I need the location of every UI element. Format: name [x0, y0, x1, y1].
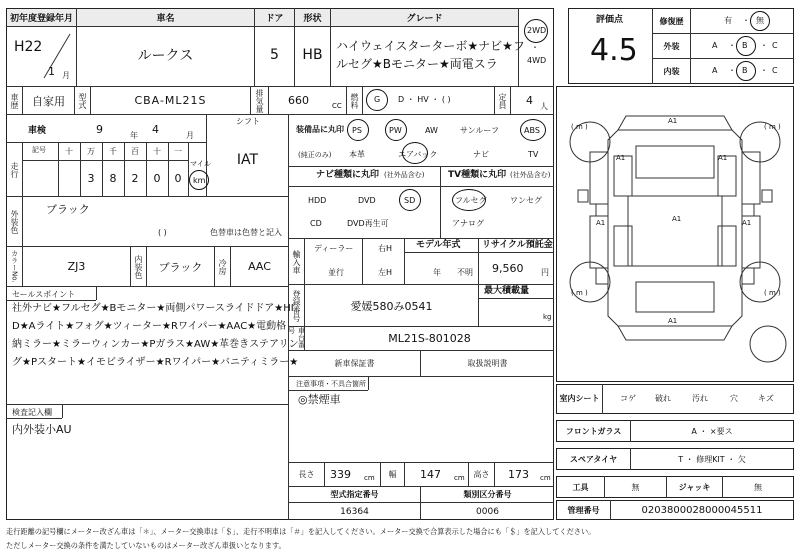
drive-dot: ・	[531, 43, 539, 52]
length-value: 339	[330, 468, 351, 481]
equipment-sub: (純正のみ)	[298, 151, 332, 159]
color-no-label: カラーNo.	[10, 250, 19, 283]
digit-header-4: 十	[153, 147, 161, 156]
inspector-note: 内外装小AU	[12, 423, 72, 436]
sales-line-4: グ★Pスタート★イモビライザー★Rワイパー★バニティミラー★	[12, 357, 299, 368]
shift-label: シフト	[236, 117, 260, 126]
windshield-value: A ・ ×要ス	[691, 426, 733, 436]
inspection-year-unit: 年	[130, 131, 138, 140]
inspection-label: 車検	[27, 125, 46, 136]
score-value: 4.5	[590, 33, 638, 68]
fuel-label: 燃料	[350, 92, 359, 109]
class-no-value: 0006	[476, 506, 499, 517]
unit-km: km	[193, 176, 206, 185]
shape-label: 形状	[295, 9, 330, 26]
car-name-label: 車名	[77, 9, 254, 26]
ac-label: 冷房	[218, 258, 227, 275]
notes-value: ◎禁煙車	[298, 393, 341, 406]
spare-value: T ・ 修理KIT ・ 欠	[678, 454, 746, 464]
ext-grade-b: B	[742, 41, 748, 50]
recycle-yen: 円	[541, 268, 549, 277]
diagram-a1-side-r: A1	[742, 219, 752, 227]
equip-tv: TV	[528, 150, 539, 159]
score-label: 評価点	[596, 15, 624, 25]
int-grade-a: A	[712, 66, 718, 75]
digit-1: 3	[87, 172, 95, 185]
jack-label: ジャッキ	[678, 482, 711, 492]
model: CBA-ML21S	[134, 94, 207, 107]
ext-grade-label: 外装	[663, 41, 680, 51]
max-load-kg: kg	[543, 313, 552, 321]
diagram-mark-tl: ( m )	[571, 123, 588, 131]
sheet-kizu: キズ	[758, 394, 774, 403]
digit-header-0: 十	[65, 147, 73, 156]
type-no-value: 16364	[340, 506, 369, 517]
diagram-a1-front: A1	[668, 117, 678, 125]
manual: 取扱説明書	[467, 359, 508, 368]
windshield-label: フロントガラス	[565, 426, 622, 436]
max-load-label: 最大積載量	[484, 286, 530, 296]
sheet-koge: コゲ	[620, 394, 636, 403]
grade-line-1: ハイウェイスターターボ★ナビ★フ	[336, 39, 525, 53]
inspector-label: 検査記入欄	[12, 408, 52, 417]
unit-mile: マイル	[190, 160, 211, 168]
recycle-label: リサイクル預託金	[482, 240, 553, 250]
chassis-number: ML21S-801028	[388, 332, 471, 345]
registration-plate: 愛媛580み0541	[350, 299, 433, 313]
type-no-label: 型式指定番号	[330, 490, 379, 499]
exterior-label: 外装色	[10, 209, 19, 234]
new-warranty: 新車保証書	[334, 359, 375, 368]
mileage-mark-label: 記号	[32, 146, 46, 154]
door-label: ドア	[255, 9, 294, 26]
ext-grade-c: C	[772, 41, 778, 50]
capacity: 4	[526, 94, 533, 107]
int-grade-label: 内装	[663, 66, 680, 76]
import-label: 輸入車	[292, 249, 301, 274]
reg-year-label: 初年度登録年月	[7, 9, 76, 26]
nav-sub: (社外品含む)	[384, 171, 425, 179]
width-label: 幅	[388, 470, 397, 479]
equip-aw: AW	[425, 126, 438, 135]
height-value: 173	[508, 468, 529, 481]
drive-4wd: 4WD	[527, 56, 547, 65]
grade-line-2: ルセグ★Bモニター★両電スラ	[336, 57, 498, 71]
digit-header-5: 一	[174, 147, 182, 156]
cc-unit: CC	[332, 102, 342, 110]
color-no: ZJ3	[67, 260, 86, 273]
reg-month: 1	[48, 65, 55, 78]
registration-label: 登録番号	[292, 289, 301, 322]
tools-value: 無	[631, 482, 640, 492]
digit-0	[58, 161, 80, 196]
nav-dvd-play: DVD再生可	[347, 219, 389, 228]
drive-2wd: 2WD	[527, 26, 547, 35]
equip-abs: ABS	[524, 126, 540, 135]
repair-label: 修復歴	[659, 16, 684, 26]
int-grade-dot2: ・	[760, 66, 768, 75]
tv-oneseg: ワンセグ	[510, 196, 542, 205]
ext-grade-dot1: ・	[728, 41, 736, 50]
spare-label: スペアタイヤ	[569, 454, 618, 464]
sales-line-3: 納ミラー★ミラーウィンカー★Pガラス★AW★革巻きステアリン	[12, 339, 299, 350]
jack-value: 無	[754, 482, 762, 492]
tv-sub: (社外品含む)	[510, 171, 551, 179]
width-cm: cm	[454, 474, 465, 482]
sheet-ana: 穴	[730, 394, 738, 403]
equipment-label: 装備品に丸印	[296, 125, 344, 134]
mgmt-value: 0203800028000045511	[641, 504, 763, 516]
inspection-year: 9	[96, 123, 103, 136]
mileage-label: 走行	[10, 161, 19, 178]
height-label: 高さ	[473, 470, 490, 479]
import-parallel: 並行	[328, 268, 344, 277]
length-cm: cm	[364, 474, 375, 482]
grade-label: グレード	[331, 9, 518, 26]
diagram-mark-bl: ( m )	[571, 289, 588, 297]
equip-ps: PS	[352, 126, 362, 135]
digit-header-2: 千	[109, 147, 117, 156]
interior-sheet-label: 室内シート	[559, 394, 600, 404]
diagram-mark-tr: ( m )	[764, 123, 781, 131]
digit-3: 2	[131, 172, 139, 185]
interior-color-label: 内装色	[134, 254, 143, 279]
car-name: ルークス	[137, 48, 194, 64]
repair-yes: 有	[724, 16, 732, 25]
nav-cd: CD	[310, 219, 322, 228]
model-year-unit: 年	[433, 268, 441, 277]
nav-dvd: DVD	[358, 196, 376, 205]
int-grade-c: C	[772, 66, 778, 75]
height-cm: cm	[540, 474, 551, 482]
repair-no: 無	[756, 16, 764, 25]
sales-line-2: D★Aライト★フォグ★ツィーター★Rワイパー★AAC★電動格	[12, 321, 287, 332]
shift-value: IAT	[236, 152, 259, 168]
import-dealer: ディーラー	[314, 244, 354, 253]
exterior-paren: ( )	[158, 228, 167, 237]
length-label: 長さ	[298, 470, 315, 479]
interior-color: ブラック	[158, 260, 203, 274]
capacity-label: 定員	[498, 92, 507, 109]
model-year-value: 不明	[457, 268, 473, 277]
exterior-note: 色替車は色替と記入	[210, 228, 282, 237]
import-right-h: 右H	[378, 244, 393, 253]
footer-line-2: ただしメーター交換の条件を満たしていないものはメーター改ざん車扱いとなります。	[6, 541, 286, 550]
recycle-value: 9,560	[492, 262, 524, 275]
displacement: 660	[288, 94, 309, 107]
diagram-a1-roof: A1	[672, 215, 682, 223]
import-left-h: 左H	[378, 268, 393, 277]
equip-airbag: エアバック	[398, 150, 438, 159]
diagram-mark-br: ( m )	[764, 289, 781, 297]
footer-line-1: 走行距離の記号欄にメーター改ざん車は「＊」、メーター交換車は「＄」、走行不明車は「＃」を記入してください。メーター交換で合算表示した場合にも「＄」を記入してください。	[6, 527, 596, 536]
equip-pw: PW	[389, 126, 402, 135]
digit-5: 0	[174, 172, 182, 185]
class-no-label: 類別区分番号	[463, 490, 512, 499]
width-value: 147	[420, 468, 441, 481]
tv-fullseg: フルセグ	[455, 196, 487, 205]
sales-line-1: 社外ナビ★フルセグ★Bモニター★両側パワースライドドア★HI	[12, 303, 294, 314]
nav-sd: SD	[404, 196, 416, 205]
equip-sunroof: サンルーフ	[460, 126, 499, 135]
nav-hdd: HDD	[308, 196, 327, 205]
sheet-yogore: 汚れ	[692, 394, 708, 403]
fuel-rest: D ・ HV ・ ( )	[398, 95, 451, 104]
sheet-yabure: 破れ	[655, 394, 671, 403]
inspection-month: 4	[152, 123, 159, 136]
ext-grade-a: A	[712, 41, 718, 50]
inspection-month-unit: 月	[186, 131, 194, 140]
equip-leather: 本革	[349, 150, 365, 159]
model-label: 型式	[78, 92, 87, 109]
door-count: 5	[270, 47, 279, 63]
model-year-label: モデル年式	[416, 240, 461, 250]
int-grade-dot1: ・	[728, 66, 736, 75]
car-diagram	[556, 86, 794, 382]
diagram-a1-hood-l: A1	[616, 154, 626, 162]
tv-label: TV種類に丸印	[448, 170, 507, 180]
tools-label: 工具	[572, 482, 589, 492]
diagram-a1-side-l: A1	[596, 219, 606, 227]
person-unit: 人	[540, 102, 548, 111]
nav-label: ナビ種類に丸印	[316, 170, 380, 180]
digit-2: 8	[109, 172, 117, 185]
sales-points-label: セールスポイント	[12, 290, 76, 299]
category-label: 車歴	[10, 92, 19, 109]
notes-label: 注意事項・不具合箇所	[296, 380, 366, 388]
diagram-a1-hood-r: A1	[718, 154, 728, 162]
body-shape: HB	[302, 47, 323, 63]
exterior-color: ブラック	[46, 203, 90, 216]
diagram-a1-rear: A1	[668, 317, 678, 325]
chassis-label: 車台番号	[287, 327, 306, 348]
tv-analog: アナログ	[452, 219, 484, 228]
reg-era-year: H22	[14, 39, 43, 55]
ext-grade-dot2: ・	[760, 41, 768, 50]
digit-header-3: 百	[131, 147, 139, 156]
mgmt-label: 管理番号	[567, 505, 600, 515]
reg-month-unit: 月	[62, 71, 70, 80]
repair-dot: ・	[742, 16, 750, 25]
fuel-g: G	[374, 95, 381, 104]
equip-navi: ナビ	[473, 150, 489, 159]
category: 自家用	[32, 94, 65, 108]
ac-value: AAC	[248, 260, 271, 273]
digit-header-1: 万	[87, 147, 95, 156]
displacement-label: 排気量	[255, 88, 264, 113]
int-grade-b: B	[742, 66, 748, 75]
digit-4: 0	[153, 172, 161, 185]
